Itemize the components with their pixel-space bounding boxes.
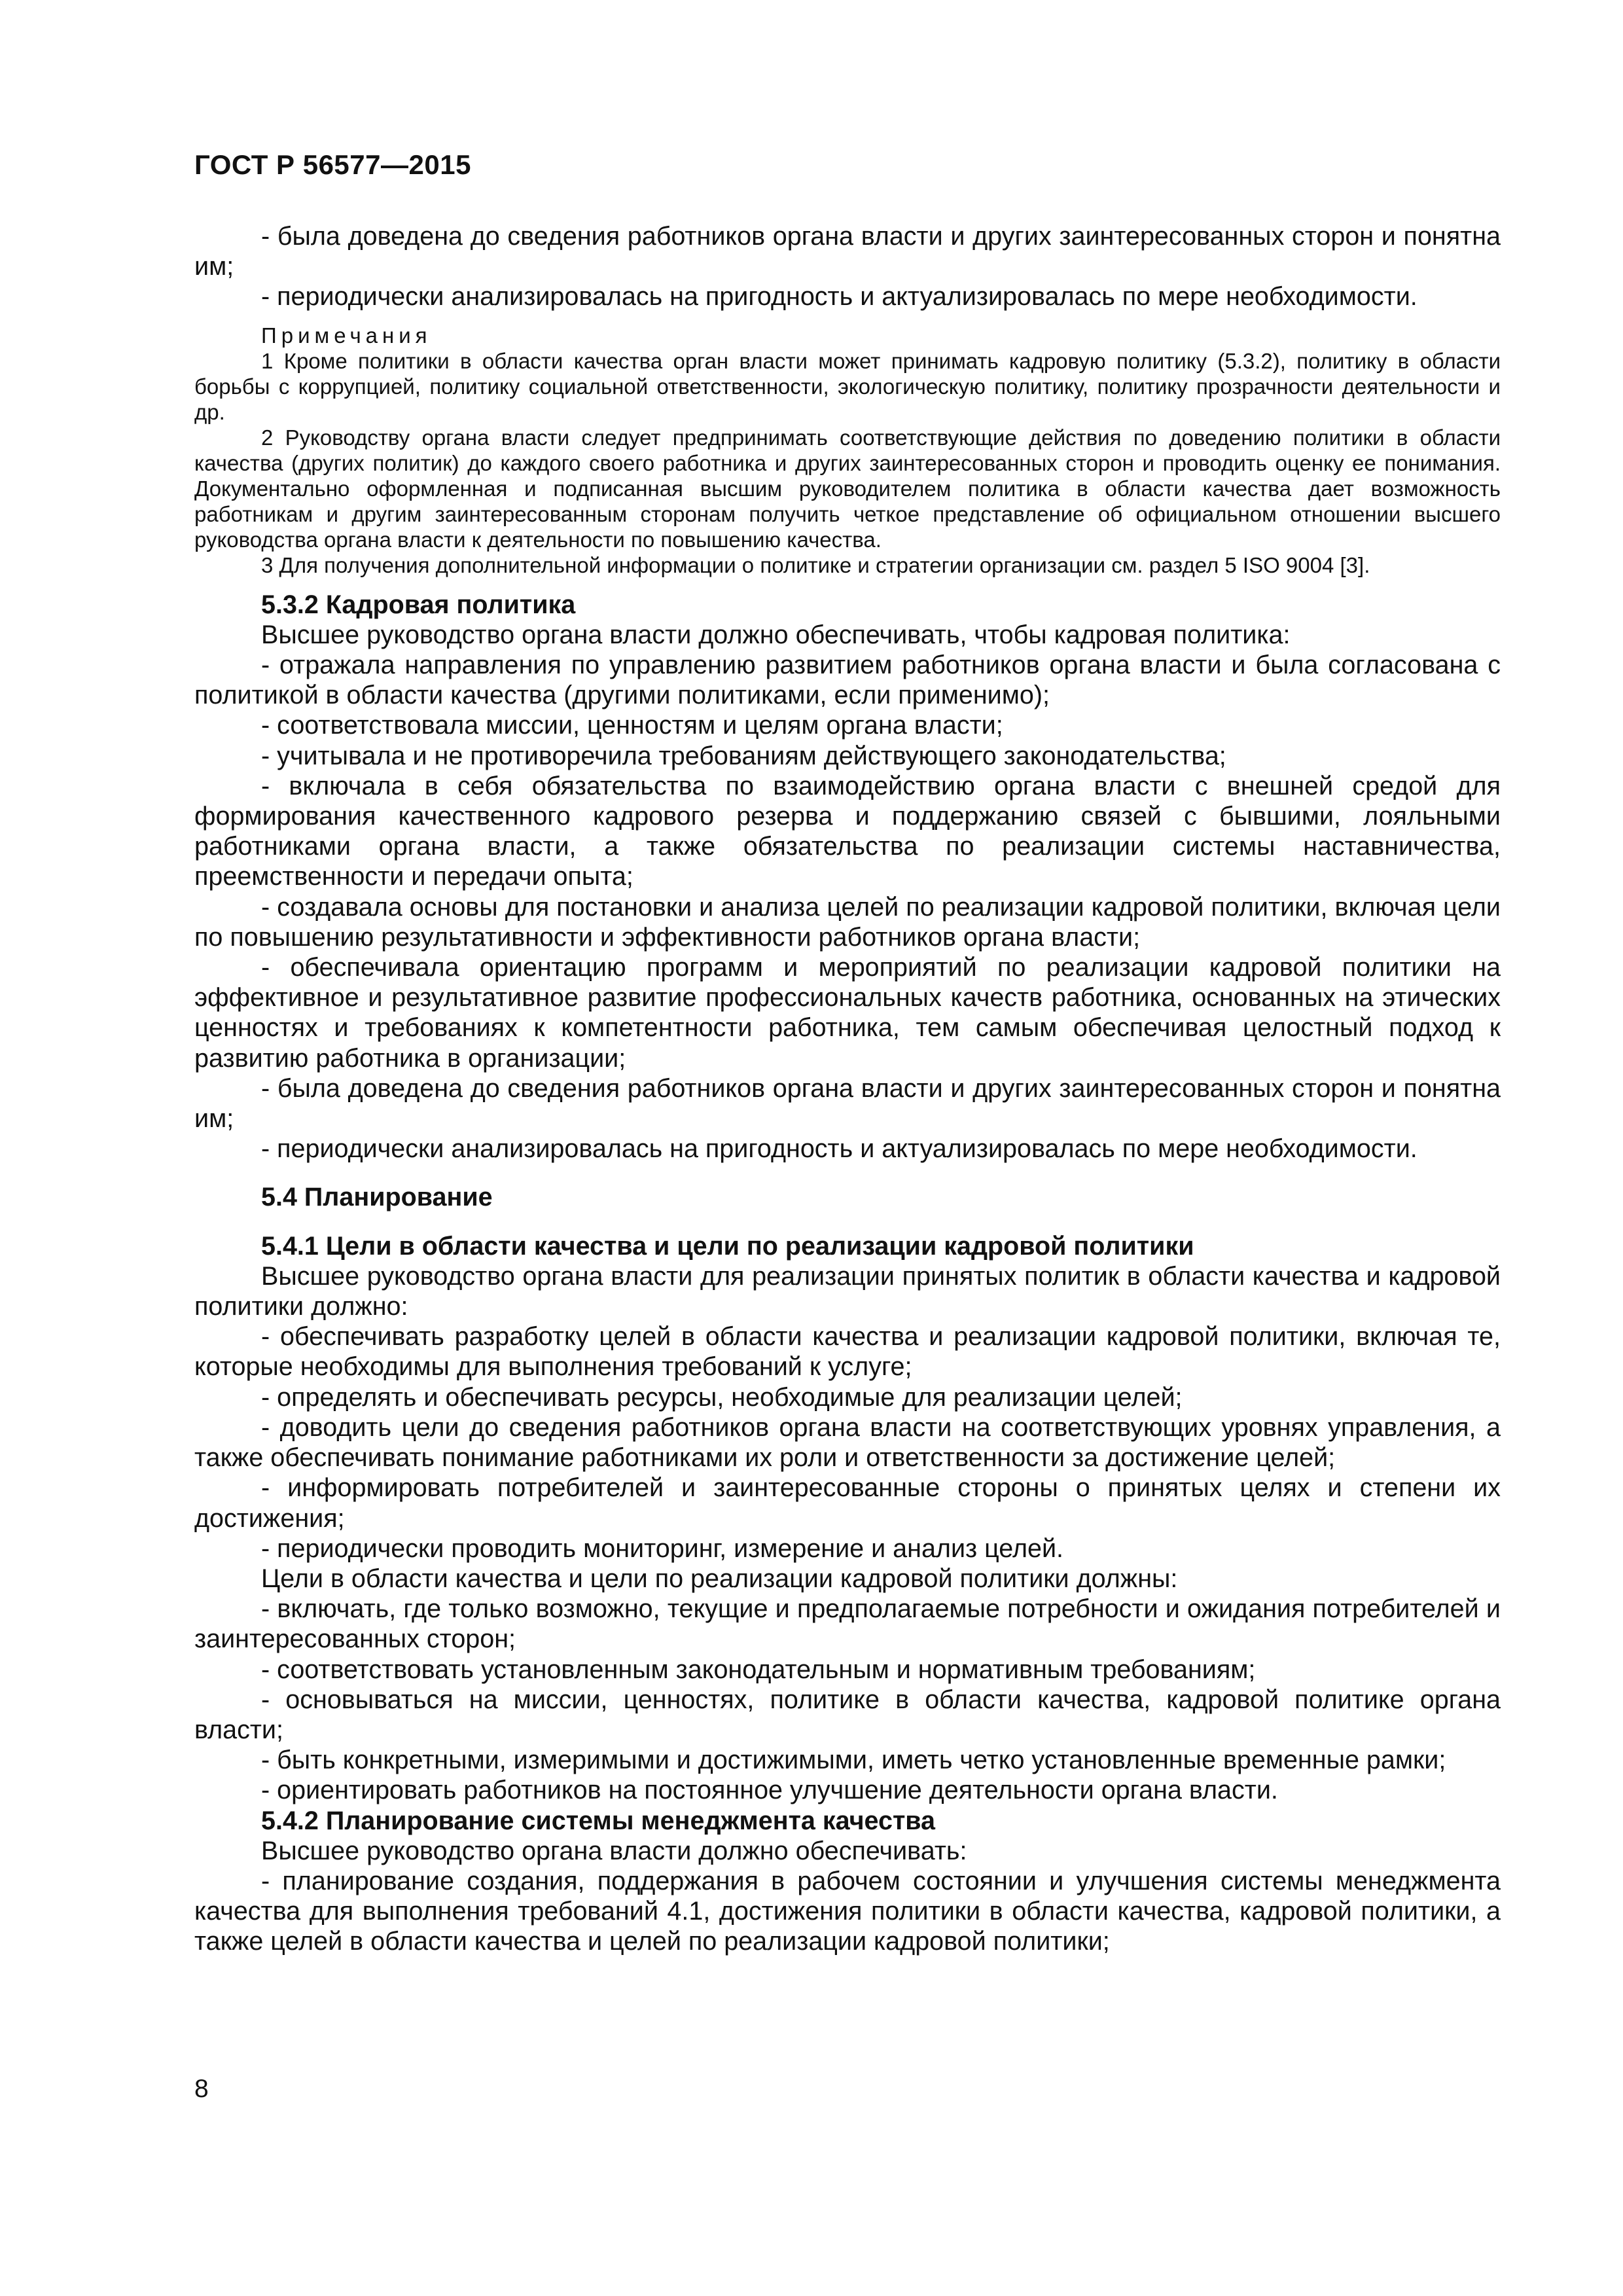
note-item: 2 Руководству органа власти следует предпринимать соответствующие действия по доведению политики в области качества (других политик) до каждого своего работника и других заинтересованных сторон и проводить оценку ее понимания. Документально оформленная и подписанная высшим руководителем политика в области качества дает возможность работникам и другим заинтересованным сторонам получить четкое представление об официальном отношении высшего руководства органа власти к деятельности по повышению качества. xyxy=(194,425,1501,552)
note-item: 3 Для получения дополнительной информации о политике и стратегии организации см. раздел 5 ISO 9004 [3]. xyxy=(261,552,1370,577)
paragraph: Высшее руководство органа власти должно обеспечивать: xyxy=(261,1836,967,1865)
section-heading-5-3-2: 5.3.2 Кадровая политика xyxy=(261,590,576,619)
page-number: 8 xyxy=(194,2075,209,2103)
section-heading-5-4: 5.4 Планирование xyxy=(261,1183,493,1212)
paragraph: - была доведена до сведения работников органа власти и других заинтересованных сторон и понятна им; xyxy=(194,1073,1501,1134)
paragraph: - отражала направления по управлению развитием работников органа власти и была согласована с политикой в области качества (другими политиками, если применимо); xyxy=(194,651,1501,710)
paragraph: Высшее руководство органа власти для реализации принятых политик в области качества и кадровой политики должно: xyxy=(194,1261,1501,1321)
paragraph: - периодически проводить мониторинг, измерение и анализ целей. xyxy=(261,1534,1064,1563)
section-heading-5-4-2: 5.4.2 Планирование системы менеджмента качества xyxy=(261,1806,936,1835)
paragraph: - основываться на миссии, ценностях, политике в области качества, кадровой политике органа власти; xyxy=(194,1685,1501,1744)
paragraph: - обеспечивать разработку целей в области качества и реализации кадровой политики, включая те, которые необходимы для выполнения требований к услуге; xyxy=(194,1322,1501,1382)
paragraph: - создавала основы для постановки и анализа целей по реализации кадровой политики, включая цели по повышению результативности и эффективности работников органа власти; xyxy=(194,892,1501,952)
paragraph: - доводить цели до сведения работников органа власти на соответствующих уровнях управления, а также обеспечивать понимание работниками их роли и ответственности за достижение целей; xyxy=(194,1412,1501,1473)
paragraph: Высшее руководство органа власти должно обеспечивать, чтобы кадровая политика: xyxy=(261,620,1291,649)
paragraph: - периодически анализировалась на пригодность и актуализировалась по мере необходимости. xyxy=(261,1134,1418,1164)
document-header: ГОСТ Р 56577—2015 xyxy=(194,149,471,180)
paragraph: - периодически анализировалась на пригодность и актуализировалась по мере необходимости. xyxy=(261,282,1418,312)
notes-title: Примечания xyxy=(261,323,432,348)
paragraph: - быть конкретными, измеримыми и достижимыми, иметь четко установленные временные рамки; xyxy=(261,1746,1446,1775)
section-heading-5-4-1: 5.4.1 Цели в области качества и цели по реализации кадровой политики xyxy=(261,1231,1194,1261)
paragraph: - включать, где только возможно, текущие и предполагаемые потребности и ожидания потребителей и заинтересованных сторон; xyxy=(194,1594,1501,1654)
paragraph: - информировать потребителей и заинтересованные стороны о принятых целях и степени их достижения; xyxy=(194,1473,1501,1533)
paragraph: - ориентировать работников на постоянное улучшение деятельности органа власти. xyxy=(261,1776,1278,1805)
paragraph: - была доведена до сведения работников органа власти и других заинтересованных сторон и понятна им; xyxy=(194,222,1501,281)
paragraph: - определять и обеспечивать ресурсы, необходимые для реализации целей; xyxy=(261,1382,1183,1412)
paragraph: - включала в себя обязательства по взаимодействию органа власти с внешней средой для формирования качественного кадрового резерва и поддержанию связей с бывшими, лояльными работниками органа власти, а также обязательства по реализации системы наставничества, преемственности и передачи опыта; xyxy=(194,771,1501,891)
paragraph: Цели в области качества и цели по реализации кадровой политики должны: xyxy=(261,1564,1178,1593)
paragraph: - планирование создания, поддержания в рабочем состоянии и улучшения системы менеджмента качества для выполнения требований 4.1, достижения политики в области качества, кадровой политики, а также целей в области качества и целей по реализации кадровой политики; xyxy=(194,1866,1501,1956)
page-content xyxy=(194,221,1501,1957)
paragraph: - обеспечивала ориентацию программ и мероприятий по реализации кадровой политики на эффективное и результативное развитие профессиональных качеств работника, основанных на этических ценностях и требованиях к компетентности работника, тем самым обеспечивая целостный подход к развитию работника в организации; xyxy=(194,953,1501,1073)
note-item: 1 Кроме политики в области качества орган власти может принимать кадровую политику (5.3.2), политику в области борьбы с коррупцией, политику социальной ответственности, экологическую политику, политику прозрачности деятельности и др. xyxy=(194,348,1501,424)
paragraph: - учитывала и не противоречила требованиям действующего законодательства; xyxy=(261,741,1226,770)
paragraph: - соответствовала миссии, ценностям и целям органа власти; xyxy=(261,711,1003,740)
notes-block xyxy=(194,323,1501,578)
paragraph: - соответствовать установленным законодательным и нормативным требованиям; xyxy=(261,1655,1256,1684)
